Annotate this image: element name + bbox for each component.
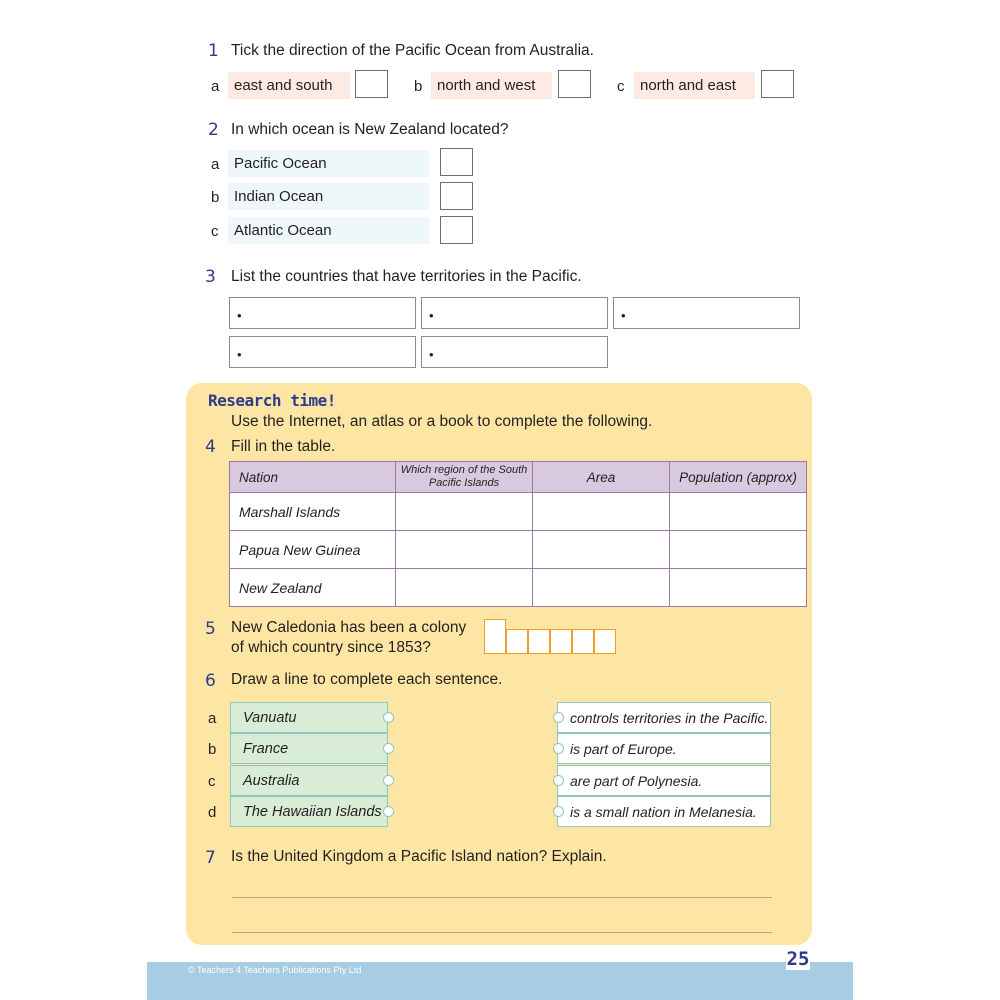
letter-cell[interactable] — [528, 629, 550, 654]
letter-cell[interactable] — [594, 629, 616, 654]
tick-box[interactable] — [558, 70, 591, 98]
tick-box[interactable] — [440, 148, 473, 176]
answer-box[interactable] — [613, 297, 800, 329]
question-number: 2 — [208, 120, 219, 140]
option-letter: a — [208, 710, 217, 727]
answer-cell[interactable] — [670, 493, 807, 531]
bullet: • — [237, 308, 242, 323]
bullet: • — [621, 308, 626, 323]
answer-box[interactable] — [229, 336, 416, 368]
question-number: 1 — [208, 41, 219, 61]
answer-cell[interactable] — [670, 569, 807, 607]
question-text: Fill in the table. — [231, 438, 336, 455]
option-label: north and east — [634, 72, 755, 99]
match-left-item: Australia — [230, 765, 388, 796]
header-area: Area — [533, 462, 670, 493]
table-header-row — [230, 462, 807, 493]
option-label: Pacific Ocean — [228, 150, 429, 177]
option-letter: d — [208, 804, 217, 821]
match-left-item: France — [230, 733, 388, 764]
bullet: • — [429, 308, 434, 323]
letter-cell[interactable] — [484, 619, 506, 654]
connector-dot[interactable] — [553, 743, 564, 754]
match-right-item: is a small nation in Melanesia. — [557, 796, 771, 827]
option-letter: a — [211, 78, 220, 95]
nation-cell: Marshall Islands — [230, 493, 396, 531]
answer-cell[interactable] — [533, 569, 670, 607]
question-text: List the countries that have territories in the Pacific. — [231, 268, 582, 285]
research-heading: Research time! — [208, 391, 336, 410]
table-row — [230, 493, 807, 531]
option-letter: a — [211, 156, 220, 173]
option-label: Atlantic Ocean — [228, 217, 429, 244]
connector-dot[interactable] — [553, 712, 564, 723]
question-text: Is the United Kingdom a Pacific Island nation? Explain. — [231, 848, 607, 865]
table-row — [230, 531, 807, 569]
match-left-item: Vanuatu — [230, 702, 388, 733]
tick-box[interactable] — [440, 216, 473, 244]
option-label: north and west — [431, 72, 552, 99]
letter-cell[interactable] — [506, 629, 528, 654]
option-letter: b — [414, 78, 423, 95]
answer-box[interactable] — [229, 297, 416, 329]
answer-cell[interactable] — [533, 493, 670, 531]
table-row — [230, 569, 807, 607]
letter-cell[interactable] — [550, 629, 572, 654]
answer-cell[interactable] — [396, 493, 533, 531]
option-letter: b — [211, 189, 220, 206]
option-letter: c — [617, 78, 625, 95]
question-text: In which ocean is New Zealand located? — [231, 121, 509, 138]
connector-dot[interactable] — [553, 775, 564, 786]
question-number: 5 — [205, 619, 216, 639]
answer-box[interactable] — [421, 297, 608, 329]
bullet: • — [237, 347, 242, 362]
writing-line[interactable] — [232, 932, 772, 933]
copyright-text: © Teachers 4 Teachers Publications Pty Ltd — [188, 965, 362, 975]
nation-cell: New Zealand — [230, 569, 396, 607]
question-number: 7 — [205, 848, 216, 868]
question-number: 4 — [205, 437, 216, 457]
tick-box[interactable] — [761, 70, 794, 98]
tick-box[interactable] — [440, 182, 473, 210]
option-letter: c — [211, 223, 219, 240]
answer-cell[interactable] — [533, 531, 670, 569]
match-right-item: is part of Europe. — [557, 733, 771, 764]
header-region: Which region of the South Pacific Islands — [396, 462, 533, 493]
option-label: Indian Ocean — [228, 183, 429, 210]
answer-cell[interactable] — [670, 531, 807, 569]
tick-box[interactable] — [355, 70, 388, 98]
header-population: Population (approx) — [670, 462, 807, 493]
connector-dot[interactable] — [383, 743, 394, 754]
letter-cell[interactable] — [572, 629, 594, 654]
nation-table — [229, 461, 807, 607]
research-intro: Use the Internet, an atlas or a book to complete the following. — [231, 413, 653, 430]
question-text: Tick the direction of the Pacific Ocean from Australia. — [231, 42, 594, 59]
page-number: 25 — [786, 948, 810, 970]
writing-line[interactable] — [232, 897, 772, 898]
option-letter: c — [208, 773, 216, 790]
connector-dot[interactable] — [553, 806, 564, 817]
connector-dot[interactable] — [383, 806, 394, 817]
question-text: Draw a line to complete each sentence. — [231, 671, 503, 688]
connector-dot[interactable] — [383, 775, 394, 786]
option-label: east and south — [228, 72, 350, 99]
answer-cell[interactable] — [396, 569, 533, 607]
nation-cell: Papua New Guinea — [230, 531, 396, 569]
match-left-item: The Hawaiian Islands — [230, 796, 388, 827]
connector-dot[interactable] — [383, 712, 394, 723]
question-number: 3 — [205, 267, 216, 287]
match-right-item: are part of Polynesia. — [557, 765, 771, 796]
question-number: 6 — [205, 671, 216, 691]
question-text-line2: of which country since 1853? — [231, 639, 431, 656]
answer-cell[interactable] — [396, 531, 533, 569]
question-text-line1: New Caledonia has been a colony — [231, 619, 467, 636]
answer-box[interactable] — [421, 336, 608, 368]
match-right-item: controls territories in the Pacific. — [557, 702, 771, 733]
bullet: • — [429, 347, 434, 362]
header-nation: Nation — [230, 462, 396, 493]
option-letter: b — [208, 741, 217, 758]
